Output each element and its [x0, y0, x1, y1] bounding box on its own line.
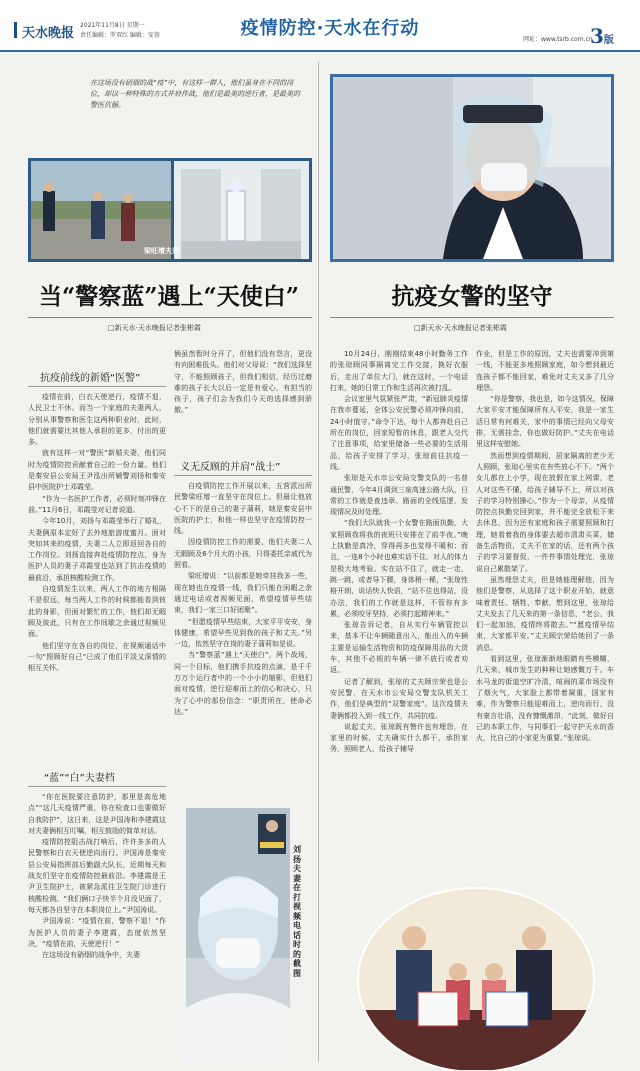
paragraph: 在这场没有硝烟的战争中，夫妻 — [42, 951, 140, 960]
video-call-photo — [186, 808, 290, 1061]
paragraph: 作业，但是工作的原因，丈夫也需要冲到第一线，不能更多地照顾家庭，如今想到最近连孩子都不能回家，难免对丈夫又多了几分埋怨。 — [476, 350, 614, 392]
page-number-digit: 3 — [590, 24, 604, 48]
intro-text: 在这场没有硝烟的战“疫”中，有这样一群人，他们虽身在不同的岗位，却以一种特殊的方式并肩作战，他们是最美的逆行者，是最美的警医伉俪。 — [90, 79, 300, 109]
paragraph: 说起丈夫，张琼既有赞许也有埋怨，在家里的时候，丈夫确实什么都干，承担家务，照顾老人，给孩子辅导 — [330, 722, 468, 754]
paragraph: 梁旺增说：“以前都是她牵挂我多一些，现在她也在疫情一线，我们只能在闲暇之余通过电话或者视频见面，希望疫情早些结束，我们一家三口好团聚”。 — [174, 572, 312, 615]
right-headline: 抗疫女警的坚守 — [391, 283, 553, 310]
left-headline-rule — [28, 317, 312, 318]
paragraph: 看到这里，张琼渐渐地眼睛有些模糊，几天来，城市发生的种种让她感慨万千。车水马龙的街道空旷冷清，喧闹的菜市场没有了烟火气，大家脸上都带着凝重，国家有难，作为警察只能迎难而上，逆向而行，没有豪言壮语，没有慷慨激昂，“此刻，做好自己的本职工作，与同事们一起守护天水的香火，比自己的小家更为重要。”张琼说。 — [476, 655, 614, 743]
family-photo — [356, 880, 596, 1070]
newspaper-logo: 天水晚报 — [22, 26, 75, 41]
subhead-rule — [28, 786, 166, 787]
left-byline: □新天水·天水晚报记者张彬霞 — [108, 324, 201, 332]
right-byline: □新天水·天水晚报记者张彬霞 — [414, 324, 507, 332]
policewoman-photo — [330, 74, 614, 262]
subhead-rule — [174, 475, 312, 476]
left-col2-bottom — [174, 481, 312, 799]
paragraph: 然而想到疫情期间，居家隔离的老少无人照顾，张琼心里实在有些放心不下。“两个女儿都在上小学，现在放假在家上网课，老人对这些不懂，给孩子辅导不上，所以对孩子的学习特别操心。”作为一个母亲，从疫情防控点执勤完回到家，并不能完全放松下来去休息，因为还有家庭和孩子需要照顾和打理，她看着我的身体要去超市清肃买菜，储备生活物资，丈夫不在家的话，还有两个孩子的学习要督促，一件件事情处理完，张琼说自己累散架了。 — [476, 451, 614, 573]
masthead — [0, 0, 640, 52]
paragraph: “作为一名医护工作者，必须时刻冲锋在前。”11月6日，邓霞莹对记者说道。 — [28, 494, 166, 514]
paragraph: 自疫情防控工作开展以来，五营派出所民警梁旺增一直坚守在岗位上。但最让他放心不下的是自己的妻子蒲莉，她是秦安县中医院的护士，和他一样也坚守在疫情防控一线。 — [174, 482, 312, 536]
paragraph: 张琼是天水市公安局交警支队的一名普通民警，今年4月调到三泉高速公路大队，日常的工作就是查违章、路面的全线巡逻，发现情况及时处理。 — [330, 474, 468, 517]
paragraph: 今年10月，刘扬与邓霞莹举行了婚礼，夫妻俩原本定好了去外地旅游度蜜月。面对突如其来的疫情，夫妻二人立即返回各自的工作岗位。刘扬直接奔赴疫情防控点，身为医护人员的妻子邓霞莹也站到了抗击疫情的最前沿，承担核酸检测工作。 — [28, 517, 166, 582]
caption-couple: 梁旺增夫妻 — [144, 247, 179, 255]
paragraph: “你是警察，我也是，如今这情况，保障大家平安才能保障所有人平安，我是一家生活日常有何难关，家中的事情已经向父母安排，无需挂念，你也做好防护。”丈夫在电话里这样安慰她。 — [476, 395, 614, 449]
paragraph: 张琼告诉记者，自从实行车辆管控以来，基本不让车辆随意出入，能出入的车辆主要是运输生活物资和防疫保障用品的大货车，其他不必规的车辆一律不放行或者劝返。 — [330, 621, 468, 675]
left-headline: 当“警察蓝”遇上“天使白” — [39, 283, 299, 310]
left-col1-top — [28, 392, 166, 760]
paragraph: “但愿疫情早些结束，大家平平安安，身体健康，希望早些见到我的孩子和丈夫。”另一边，依然坚守在岗的妻子蒲莉如是说。 — [174, 617, 312, 649]
paragraph: 他们坚守在各自的岗位，在视频通话中一句“照顾好自己”已成了他们平淡又深情的相互关怀。 — [28, 641, 166, 673]
section-title: 疫情防控·天水在行动 — [240, 18, 420, 39]
policewoman-illustration — [333, 77, 611, 259]
paragraph: 因疫情防控工作的需要，他们夫妻二人无暇顾及6个月大的小孩，只得委托亲戚代为照看。 — [174, 538, 312, 570]
logo-bar — [14, 22, 17, 38]
paragraph: 尹国涛说：“疫情在前，警察不退！”作为医护人员的妻子李建霞，态度依然坚决，“疫情在前，天使逆行！” — [28, 917, 166, 948]
paragraph: 就有这样一对“警医”新婚夫妻，他们同时为疫情防控贡献着自己的一份力量。他们是秦安县公安局王尹泓出所辅警刘扬和秦安县中医院护士邓霞莹。 — [28, 449, 166, 492]
paragraph: “我们大队就我一个女警在路面执勤，大家照顾我将我的夜班只安排在了前半夜。”晚上执勤是真冷，穿得再多也觉得不暖和；而且，一连8个小时也难实话不住，对人的体力是极大地考验。实在站不住了，就走一走，跳一跳，或者导下腰，身体稍一稀，“张琼性格开朗，说话快人快语，“站不住也得站，没办法，我们的工作就是这样，不管你有多累，必须咬牙坚持，必须打起精神来。” — [330, 519, 468, 618]
subhead-new-couple: 抗疫前线的新婚“医警” — [40, 373, 141, 384]
paragraph: 疫情防控阻击战打响后，许许多多的人民警察和白衣天使逆向而行。尹国涛是秦安县公安局指挥部后勤副大队长，近期每天和战友们坚守在疫情防控最前沿。李建霞是王尹卫生院护士，被紧急派往卫生院门诊进行核酸检测。“我们俩口子快半个月没见面了，每天都各自坚守在本职岗位上。”尹国涛说。 — [28, 838, 166, 914]
scene-illustration — [31, 161, 309, 259]
couple-photo-left — [28, 158, 312, 262]
paragraph: 记者了解到，张琼的丈夫顾宗荣也是公安民警，在天水市公安局交警支队机关工作，他们是典型的“双警家庭”。这次疫情夫妻俩都投入到一线工作，共同抗疫。 — [330, 677, 468, 720]
page-number — [590, 24, 614, 48]
site-url: 网址：www.tsrb.com.cn — [523, 36, 593, 43]
left-col1-bottom — [28, 792, 166, 1060]
paragraph: 自疫情发生以来，两人工作的地方相隔不是很远，每当两人工作的时候都能看到彼此的身影，但面对繁忙的工作，他们却无暇顾及彼此，只有在工作间歇之余通过视频见面。 — [28, 585, 166, 639]
left-col2-top — [174, 349, 312, 449]
subhead-blue-white: “蓝”“白”夫妻档 — [44, 773, 115, 784]
issue-date: 2021年11月8日 星期一 — [80, 22, 145, 29]
subhead-rule — [28, 386, 166, 387]
family-illustration — [356, 880, 596, 1070]
caption-video-call: 刘扬夫妻在打视频电话时的截图 — [293, 845, 301, 978]
paragraph: 俩虽然暂时分开了，但他们没有怨言，更没有向困难低头。他们对父母说：“我们选择坚守，不能照顾孩子，但我们相信，经历过磨难的孩子长大以后一定是有爱心，有担当的孩子，孩子们会为我们今天的选择感到骄傲。” — [174, 350, 312, 415]
paragraph: 10月24日，刚刚结束48小时勤务工作的张琼顾同事隔离完工作交接，换好衣服后，走出了单位大门，就在这时，一个电话打来，她的日常工作和生活再次被打乱。 — [330, 350, 468, 392]
paragraph: “你在医院要注意防护，那里是高危地点”“这几天疫情严重，你在检查口也要做好自我防护”，这日来，这是尹国涛和李建霞这对夫妻俩相互叮嘱，相互鼓励的简单对话。 — [28, 793, 166, 835]
paragraph: 虽然埋怨丈夫，但是她能理解他，因为他们是警察，从选择了这个职业开始，就意味着责任、牺牲、奉献，想到这里，张琼给丈夫发去了几天来的第一条信息，“老公，我们一起加油，疫情终将散去。”“愿疫情早结束，大家都平安。”丈夫顾宗荣给她回了一条消息。 — [476, 575, 614, 652]
video-call-illustration — [186, 808, 290, 1061]
subhead-side-by-side: 义无反顾的并肩“战士” — [180, 462, 281, 473]
right-headline-rule — [330, 317, 614, 318]
right-col4 — [476, 349, 614, 877]
paragraph: 会议室里气氛紧张严肃，“新冠肺炎疫情在我市蔓延，全体公安民警必须冲锋向前，24小时值守。”命令下达，每个人都奔赴自己所在的岗位，回家短暂的休息，跟老人交代了注意事项，给家里储备一些必要的生活用品，给孩子安排了学习，张琼前往抗疫一线。 — [330, 395, 468, 471]
column-divider — [318, 62, 319, 1062]
right-col3 — [330, 349, 468, 877]
editors-line: 责任编辑：罗双红 编辑：安蓉 — [80, 32, 160, 39]
page-unit: 版 — [603, 35, 614, 46]
paragraph: 疫情在前，白衣天使逆行，疫情不退，人民卫士不休。而当一个家庭的夫妻两人，分别从事警察和医生这两种职业时，此时，他们就需要比其他人承担的更多，付出的更多。 — [28, 393, 166, 447]
paragraph: 当“警察蓝”遇上“天使白”，两个战场，同一个目标，他们携手抗疫的点滴，是千千万万个运行者中的一个小小的缩影，但他们面对疫情，逆行迎难而上的信心和决心，只为了心中的那份信念：“职责所在，使命必达。” — [174, 651, 312, 716]
